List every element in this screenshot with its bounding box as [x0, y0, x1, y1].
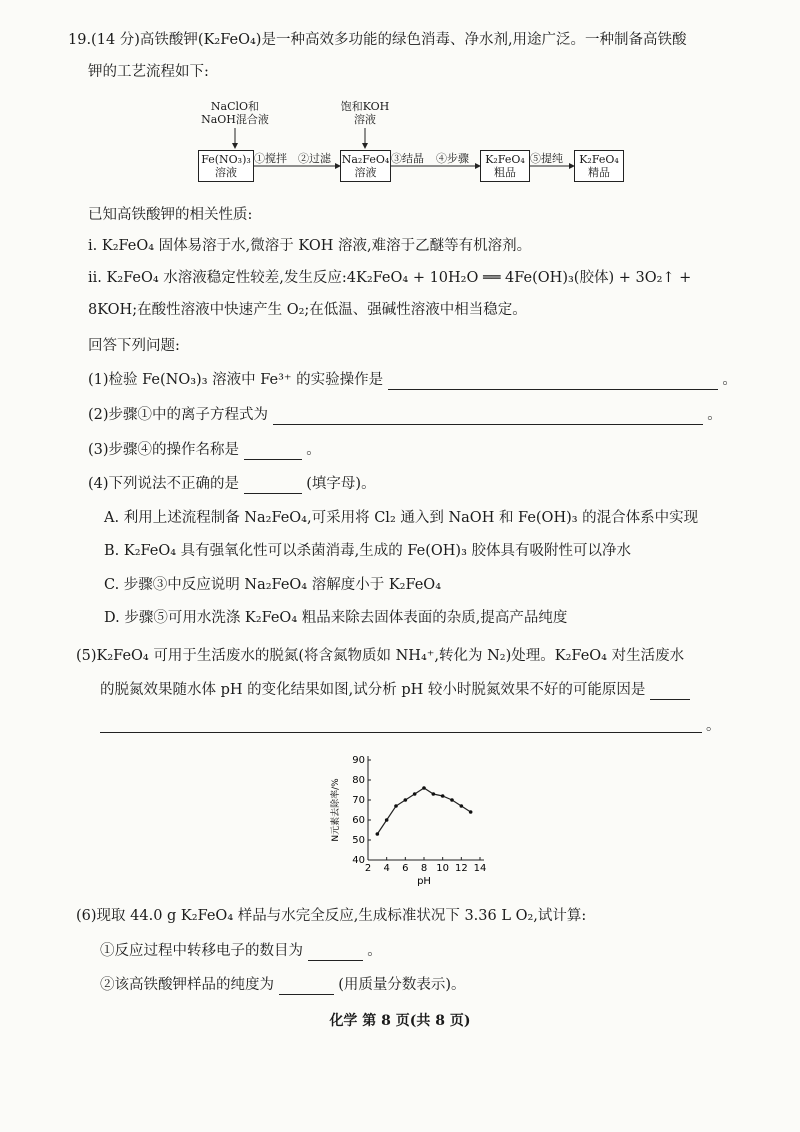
data-point: [422, 786, 426, 790]
q1-answer-blank[interactable]: [388, 375, 718, 390]
x-tick-label: 12: [454, 863, 468, 874]
q6-part1-text: ①反应过程中转移电子的数目为: [100, 943, 303, 959]
q5-line2: [100, 680, 690, 700]
q1-period: 。: [722, 372, 737, 388]
data-point: [394, 804, 398, 808]
page-footer: 化学 第 8 页(共 8 页): [329, 1013, 471, 1029]
process-flow-diagram: [190, 100, 630, 195]
reagent2-line1: 饱和KOH: [340, 100, 390, 113]
box2-line2: 溶液: [354, 166, 377, 179]
box-k2feo4-pure: [574, 150, 624, 182]
question-1: [88, 370, 737, 390]
reagent1-line1: NaClO和: [210, 100, 260, 113]
data-point: [450, 798, 454, 802]
q4-answer-blank[interactable]: [244, 479, 302, 494]
y-axis-label: N元素去除率/%: [331, 778, 341, 842]
x-tick-label: 4: [383, 863, 390, 874]
y-tick-label: 60: [352, 815, 365, 826]
q3-answer-blank[interactable]: [244, 445, 302, 460]
q2-period: 。: [707, 407, 722, 423]
box-fe-nitrate: [198, 150, 254, 182]
q6-part1-blank[interactable]: [308, 946, 363, 961]
q6-part2: [100, 975, 466, 995]
step2-label: ②过滤: [298, 152, 331, 165]
data-point: [413, 792, 417, 796]
data-point: [404, 798, 408, 802]
q2-text: (2)步骤①中的离子方程式为: [88, 407, 269, 423]
y-tick-label: 50: [352, 835, 365, 846]
question-3: [88, 440, 321, 460]
box4-line1: K₂FeO₄: [579, 153, 619, 166]
data-point: [376, 832, 380, 836]
box-k2feo4-crude: [480, 150, 530, 182]
y-tick-label: 80: [352, 775, 365, 786]
y-tick-label: 40: [352, 855, 365, 866]
question-4: [88, 474, 376, 494]
box1-line1: Fe(NO₃)₃: [201, 153, 251, 166]
data-point: [432, 792, 436, 796]
y-tick-label: 90: [352, 755, 365, 766]
known-title: 已知高铁酸钾的相关性质:: [88, 207, 253, 223]
box3-line1: K₂FeO₄: [485, 153, 525, 166]
box3-line2: 粗品: [494, 166, 516, 179]
known-i: i. K₂FeO₄ 固体易溶于水,微溶于 KOH 溶液,难溶于乙醚等有机溶剂。: [88, 238, 532, 254]
x-tick-label: 6: [402, 863, 409, 874]
box2-line1: Na₂FeO₄: [341, 153, 390, 166]
q3-period: 。: [306, 442, 321, 458]
q5-answer-line[interactable]: [100, 732, 702, 733]
box1-line2: 溶液: [215, 166, 237, 179]
chart-axes: [330, 755, 486, 887]
q4-text: (4)下列说法不正确的是: [88, 476, 240, 492]
q6-part2-blank[interactable]: [279, 980, 334, 995]
question-2: [88, 405, 722, 425]
q6-part1: [100, 941, 382, 961]
data-point: [441, 794, 445, 798]
q5-line1: (5)K₂FeO₄ 可用于生活废水的脱氮(将含氮物质如 NH₄⁺,转化为 N₂)处理。K₂FeO₄ 对生活废水: [76, 648, 685, 664]
answer-intro: 回答下列问题:: [88, 338, 180, 354]
q5-text: 的脱氮效果随水体 pH 的变化结果如图,试分析 pH 较小时脱氮效果不好的可能原因是: [100, 682, 646, 698]
q4-suffix: (填字母)。: [306, 476, 376, 492]
x-tick-label: 2: [364, 863, 372, 874]
x-tick-label: 14: [473, 863, 487, 874]
y-tick-label: 70: [352, 795, 365, 806]
q6-part1-period: 。: [367, 943, 382, 959]
data-point: [469, 810, 473, 814]
x-tick-label: 10: [436, 863, 450, 874]
q6-line1: (6)现取 44.0 g K₂FeO₄ 样品与水完全反应,生成标准状况下 3.36 L O₂,试计算:: [76, 908, 587, 924]
q1-text: (1)检验 Fe(NO₃)₃ 溶液中 Fe³⁺ 的实验操作是: [88, 372, 384, 388]
q2-answer-blank[interactable]: [273, 410, 703, 425]
x-axis-label: pH: [417, 876, 431, 887]
q6-part2-text: ②该高铁酸钾样品的纯度为: [100, 977, 274, 993]
option-c: C. 步骤③中反应说明 Na₂FeO₄ 溶解度小于 K₂FeO₄: [104, 577, 442, 593]
step1-label: ①搅拌: [254, 152, 287, 165]
series-line: [377, 788, 470, 834]
data-point: [460, 804, 464, 808]
q5-period: 。: [706, 718, 721, 734]
reagent1-line2: NaOH混合液: [201, 113, 269, 126]
option-d: D. 步骤⑤可用水洗涤 K₂FeO₄ 粗品来除去固体表面的杂质,提高产品纯度: [104, 610, 568, 626]
reagent2-line2: 溶液: [354, 113, 376, 126]
q5-answer-blank-start[interactable]: [650, 685, 690, 700]
q19-line1: 19.(14 分)高铁酸钾(K₂FeO₄)是一种高效多功能的绿色消毒、净水剂,用途广泛。一种制备高铁酸: [68, 32, 687, 48]
q6-part2-suffix: (用质量分数表示)。: [338, 977, 466, 993]
known-ii-b: 8KOH;在酸性溶液中快速产生 O₂;在低温、强碱性溶液中相当稳定。: [88, 302, 527, 318]
flow-arrows: [190, 100, 630, 195]
box4-line2: 精品: [588, 166, 610, 179]
box-na2feo4: [340, 150, 391, 182]
pH-removal-chart: [330, 748, 500, 888]
step4-label: ④步骤: [436, 152, 469, 165]
data-point: [385, 818, 389, 822]
chart-marks: [376, 786, 473, 836]
option-b: B. K₂FeO₄ 具有强氧化性可以杀菌消毒,生成的 Fe(OH)₃ 胶体具有吸附性可以净水: [104, 543, 632, 559]
step3-label: ③结晶: [391, 152, 424, 165]
x-tick-label: 8: [420, 863, 428, 874]
option-a: A. 利用上述流程制备 Na₂FeO₄,可采用将 Cl₂ 通入到 NaOH 和 Fe(OH)₃ 的混合体系中实现: [104, 510, 699, 526]
q19-line2: 钾的工艺流程如下:: [88, 64, 209, 80]
step5-label: ⑤提纯: [530, 152, 563, 165]
q3-text: (3)步骤④的操作名称是: [88, 442, 240, 458]
known-ii-a: ii. K₂FeO₄ 水溶液稳定性较差,发生反应:4K₂FeO₄ + 10H₂O ══ 4Fe(OH)₃(胶体) + 3O₂↑ +: [88, 270, 692, 286]
